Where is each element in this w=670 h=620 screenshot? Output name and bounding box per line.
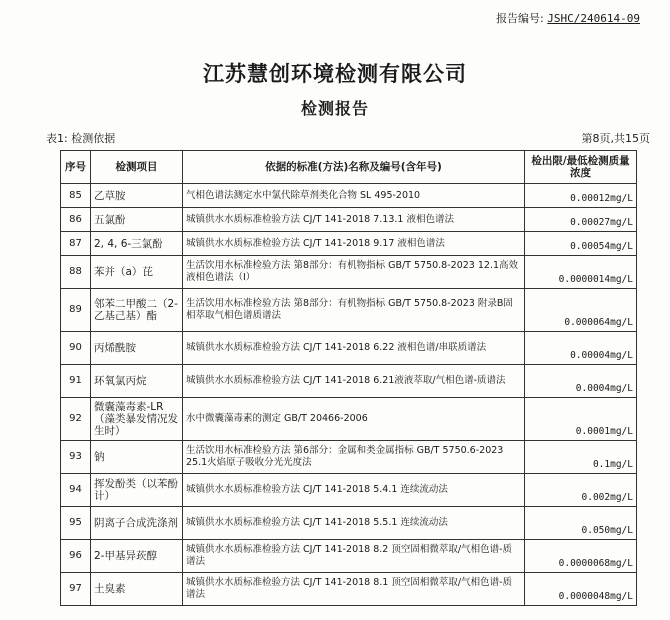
row-method: 城镇供水水质标准检验方法 CJ/T 141-2018 7.13.1 液相色谱法 <box>183 208 525 232</box>
row-item: 土臭素 <box>91 573 183 606</box>
table-row <box>61 256 637 289</box>
row-method: 生活饮用水标准检验方法 第8部分：有机物指标 GB/T 5750.8-2023 12.1高效液相色谱法（I） <box>183 256 525 289</box>
header-no: 序号 <box>61 151 91 184</box>
table-row <box>61 441 637 474</box>
row-limit: 0.002mg/L <box>525 474 637 507</box>
row-item: 微囊藻毒素-LR（藻类暴发情况发生时） <box>91 398 183 441</box>
row-no: 85 <box>61 184 91 208</box>
row-no: 88 <box>61 256 91 289</box>
company-name: 江苏慧创环境检测有限公司 <box>203 62 467 86</box>
row-limit: 0.00027mg/L <box>525 208 637 232</box>
table-row <box>61 332 637 365</box>
report-number-label: 报告编号: <box>496 12 544 25</box>
row-no: 89 <box>61 289 91 332</box>
row-no: 93 <box>61 441 91 474</box>
row-method: 气相色谱法测定水中氯代除草剂类化合物 SL 495-2010 <box>183 184 525 208</box>
table-row <box>61 184 637 208</box>
table-row <box>61 398 637 441</box>
row-item: 丙烯酰胺 <box>91 332 183 365</box>
header-item: 检测项目 <box>91 151 183 184</box>
row-item: 五氯酚 <box>91 208 183 232</box>
row-item: 挥发酚类（以苯酚计） <box>91 474 183 507</box>
row-no: 92 <box>61 398 91 441</box>
row-limit: 0.000064mg/L <box>525 289 637 332</box>
row-item: 钠 <box>91 441 183 474</box>
row-method: 城镇供水水质标准检验方法 CJ/T 141-2018 5.5.1 连续流动法 <box>183 507 525 540</box>
test-basis-table <box>60 150 637 606</box>
row-no: 91 <box>61 365 91 398</box>
row-item: 阴离子合成洗涤剂 <box>91 507 183 540</box>
row-method: 城镇供水水质标准检验方法 CJ/T 141-2018 9.17 液相色谱法 <box>183 232 525 256</box>
row-no: 86 <box>61 208 91 232</box>
row-method: 城镇供水水质标准检验方法 CJ/T 141-2018 6.21液液萃取/气相色谱-质谱法 <box>183 365 525 398</box>
document-title: 检测报告 <box>300 99 369 118</box>
header-limit: 检出限/最低检测质量浓度 <box>525 151 637 184</box>
row-no: 96 <box>61 540 91 573</box>
row-limit: 0.00012mg/L <box>525 184 637 208</box>
row-method: 城镇供水水质标准检验方法 CJ/T 141-2018 8.2 顶空固相微萃取/气相色谱-质谱法 <box>183 540 525 573</box>
row-no: 97 <box>61 573 91 606</box>
header-method: 依据的标准(方法)名称及编号(含年号) <box>183 151 525 184</box>
row-method: 水中微囊藻毒素的测定 GB/T 20466-2006 <box>183 398 525 441</box>
table-row <box>61 365 637 398</box>
table-row <box>61 208 637 232</box>
table-row <box>61 474 637 507</box>
table-row <box>61 289 637 332</box>
table-row <box>61 232 637 256</box>
row-limit: 0.0000068mg/L <box>525 540 637 573</box>
page-info: 第8页,共15页 <box>581 132 650 145</box>
row-method: 城镇供水水质标准检验方法 CJ/T 141-2018 6.22 液相色谱/串联质谱法 <box>183 332 525 365</box>
row-item: 2-甲基异莰醇 <box>91 540 183 573</box>
row-item: 环氧氯丙烷 <box>91 365 183 398</box>
row-limit: 0.1mg/L <box>525 441 637 474</box>
row-limit: 0.00004mg/L <box>525 332 637 365</box>
table-row <box>61 507 637 540</box>
row-limit: 0.0000048mg/L <box>525 573 637 606</box>
row-item: 乙草胺 <box>91 184 183 208</box>
row-method: 城镇供水水质标准检验方法 CJ/T 141-2018 8.1 顶空固相微萃取/气相色谱-质谱法 <box>183 573 525 606</box>
row-method: 生活饮用水标准检验方法 第6部分：金属和类金属指标 GB/T 5750.6-2023 25.1火焰原子吸收分光光度法 <box>183 441 525 474</box>
row-no: 94 <box>61 474 91 507</box>
row-limit: 0.0000014mg/L <box>525 256 637 289</box>
row-limit: 0.0001mg/L <box>525 398 637 441</box>
row-no: 87 <box>61 232 91 256</box>
row-limit: 0.0004mg/L <box>525 365 637 398</box>
report-number-value: JSHC/240614-09 <box>547 12 640 25</box>
table-row <box>61 540 637 573</box>
row-item: 邻苯二甲酸二（2-乙基己基）酯 <box>91 289 183 332</box>
report-number <box>496 10 640 26</box>
table-row <box>61 573 637 606</box>
table-caption: 表1: 检测依据 <box>46 132 116 145</box>
row-item: 2, 4, 6-三氯酚 <box>91 232 183 256</box>
row-no: 90 <box>61 332 91 365</box>
row-limit: 0.050mg/L <box>525 507 637 540</box>
row-method: 生活饮用水标准检验方法 第8部分：有机物指标 GB/T 5750.8-2023 附录B固相萃取气相色谱质谱法 <box>183 289 525 332</box>
row-no: 95 <box>61 507 91 540</box>
table-header-row <box>61 151 637 184</box>
row-item: 苯并（a）芘 <box>91 256 183 289</box>
row-limit: 0.00054mg/L <box>525 232 637 256</box>
row-method: 城镇供水水质标准检验方法 CJ/T 141-2018 5.4.1 连续流动法 <box>183 474 525 507</box>
